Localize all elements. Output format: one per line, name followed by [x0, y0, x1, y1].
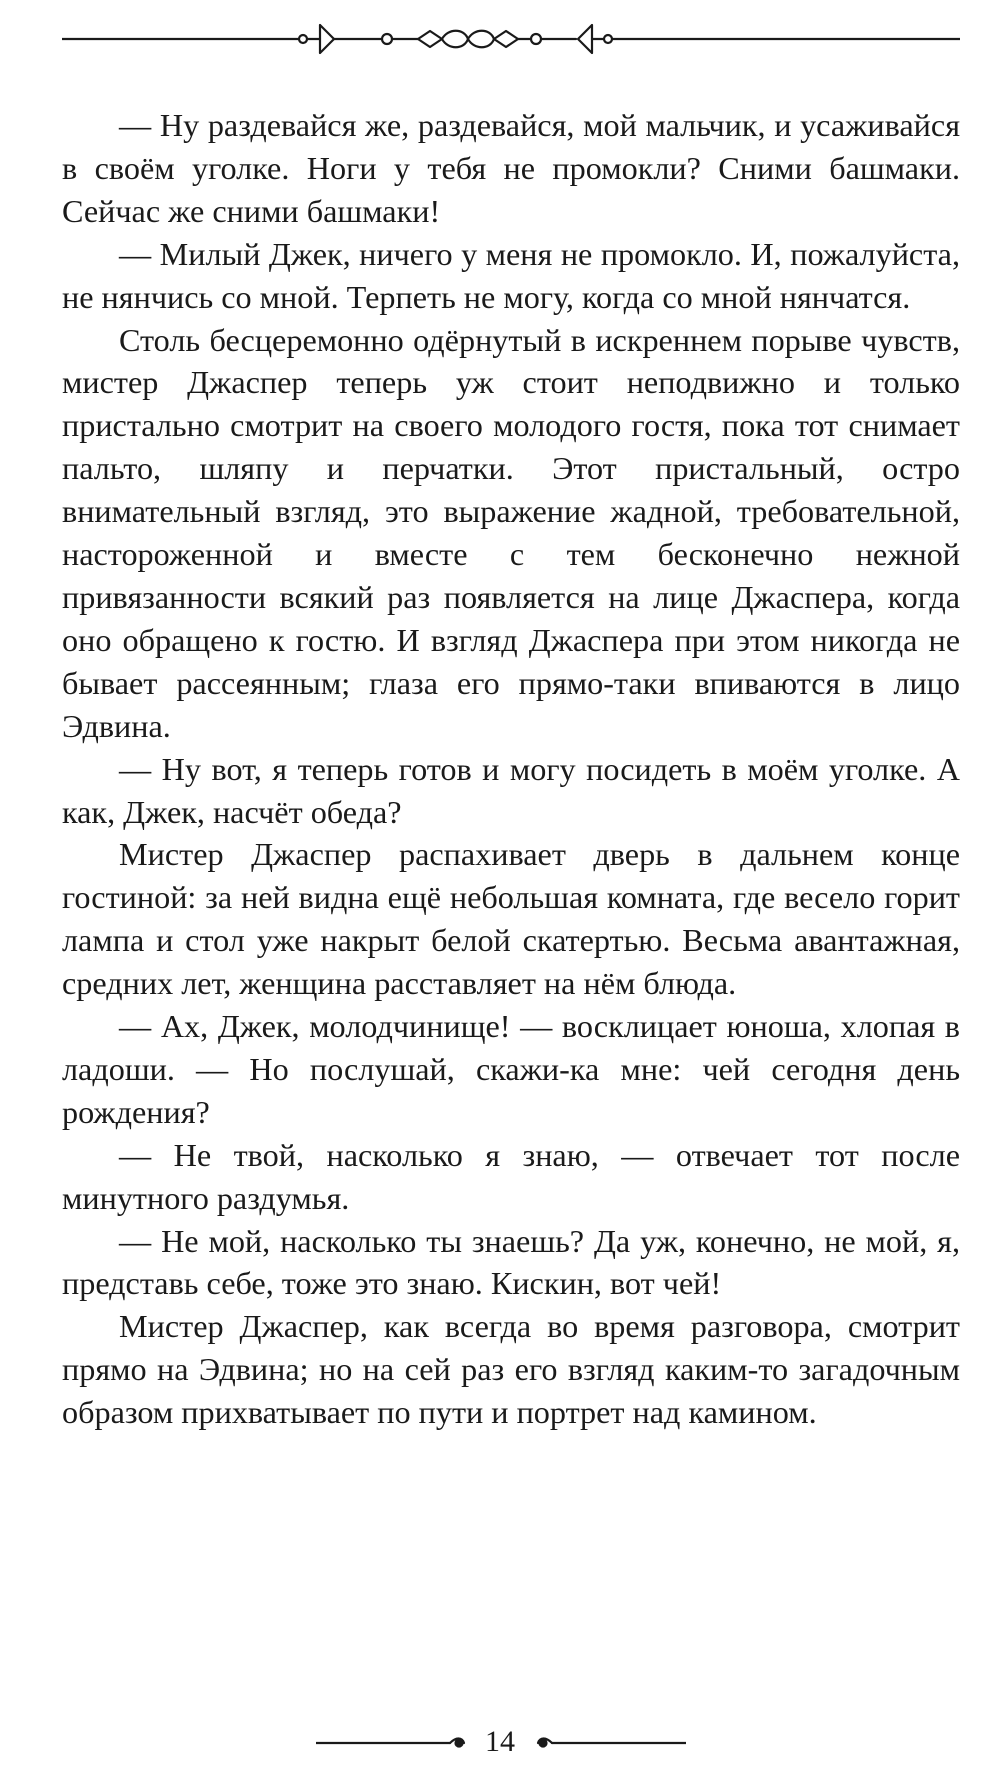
body-text	[62, 104, 960, 1434]
paragraph: Мистер Джаспер распахивает дверь в дальнем конце гостиной: за ней видна ещё небольшая комната, где весело горит лампа и стол уже накрыт белой скатертью. Весьма авантажная, средних лет, женщина расставляет на нём блюда.	[62, 836, 960, 1002]
page-number: 14	[485, 1725, 515, 1758]
paragraph: Мистер Джаспер, как всегда во время разговора, смотрит прямо на Эдвина; но на сей раз его взгляд каким-то загадочным образом прихватывает по пути и портрет над камином.	[62, 1308, 960, 1431]
paragraph: — Милый Джек, ничего у меня не промокло. И, пожалуйста, не нянчись со мной. Терпеть не могу, когда со мной нянчатся.	[62, 235, 960, 315]
paragraph: — Ну раздевайся же, раздевайся, мой мальчик, и усаживайся в своём уголке. Ноги у тебя не промокли? Сними башмаки. Сейчас же сними башмаки!	[62, 107, 960, 229]
header-ornament-icon	[62, 18, 960, 62]
paragraph: — Ну вот, я теперь готов и могу посидеть в моём уголке. А как, Джек, насчёт обеда?	[62, 750, 960, 830]
paragraph: — Не мой, насколько ты знаешь? Да уж, конечно, не мой, я, представь себе, тоже это знаю. Кискин, вот чей!	[62, 1222, 960, 1302]
paragraph: — Не твой, насколько я знаю, — отвечает тот после минутного раздумья.	[62, 1136, 960, 1216]
paragraph: Столь бесцеремонно одёрнутый в искреннем порыве чувств, мистер Джаспер теперь уж стоит неподвижно и только пристально смотрит на своего молодого гостя, пока тот снимает пальто, шляпу и перчатки. Этот пристальный, остро внимательный взгляд, это выражение жадной, требовательной, настороженной и вместе с тем бесконечно нежной привязанности всякий раз появляется на лице Джаспера, когда оно обращено к гостю. И взгляд Джаспера при этом никогда не бывает рассеянным; глаза его прямо-таки впиваются в лицо Эдвина.	[62, 321, 960, 744]
paragraph: — Ах, Джек, молодчинище! — восклицает юноша, хлопая в ладоши. — Но послушай, скажи-ка мне: чей сегодня день рождения?	[62, 1008, 960, 1130]
